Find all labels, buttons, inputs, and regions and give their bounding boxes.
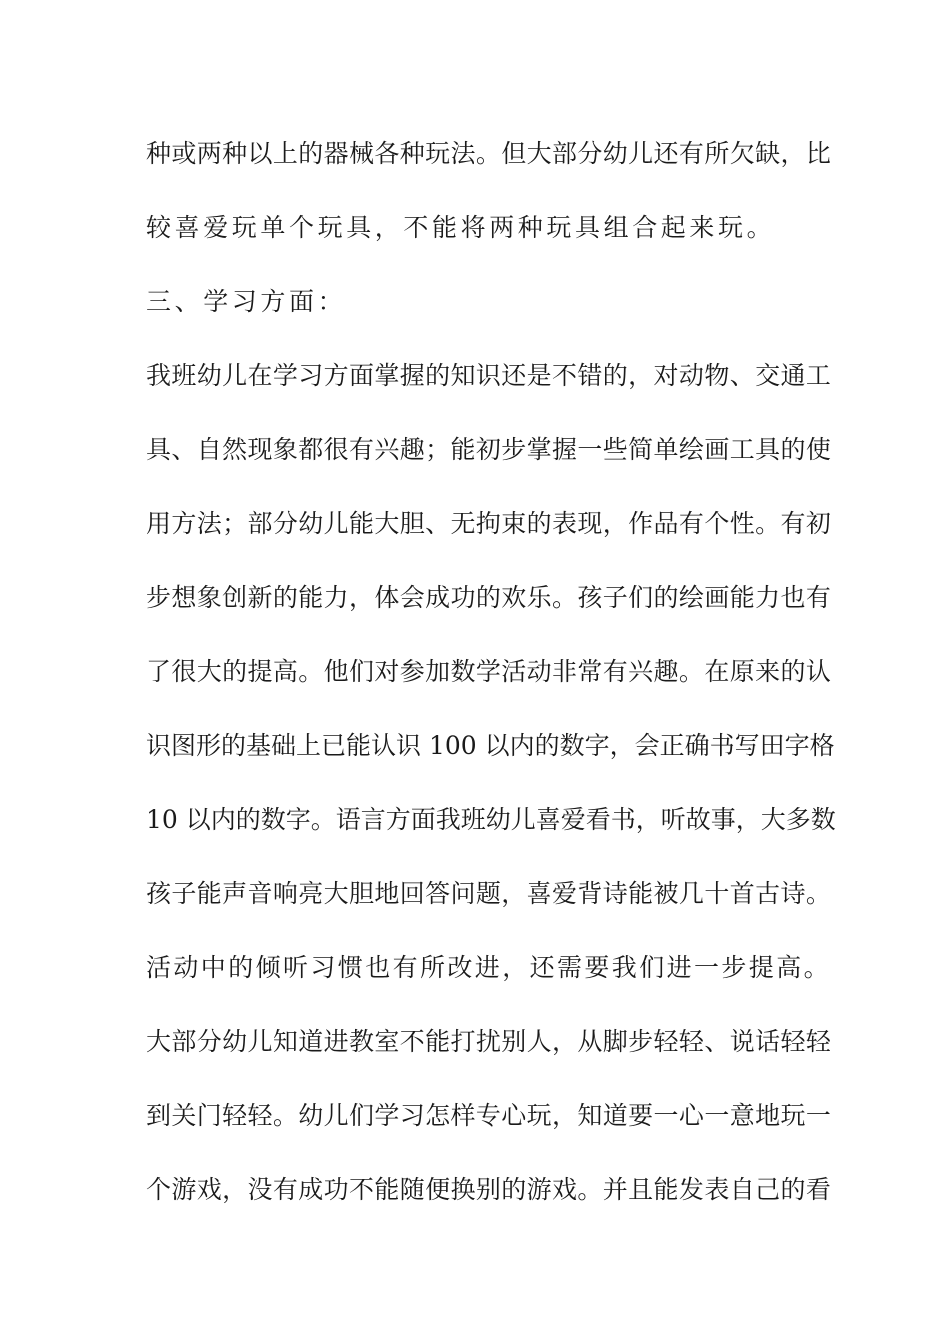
- text-line-12: 活动中的倾听习惯也有所改进，还需要我们进一步提高。: [146, 953, 832, 982]
- text-line-6: 用方法；部分幼儿能大胆、无拘束的表现，作品有个性。有初: [146, 509, 832, 538]
- text-line-13: 大部分幼儿知道进教室不能打扰别人，从脚步轻轻、说话轻轻: [146, 1027, 832, 1056]
- text-line-2: 较喜爱玩单个玩具，不能将两种玩具组合起来玩。: [146, 213, 776, 242]
- text-line-8: 了很大的提高。他们对参加数学活动非常有兴趣。在原来的认: [146, 657, 832, 686]
- text-line-9: 识图形的基础上已能认识 100 以内的数字，会正确书写田字格: [146, 731, 835, 760]
- section-heading: 三、学习方面：: [146, 287, 347, 316]
- text-line-14: 到关门轻轻。幼儿们学习怎样专心玩，知道要一心一意地玩一: [146, 1101, 832, 1130]
- text-line-10: 10 以内的数字。语言方面我班幼儿喜爱看书，听故事，大多数: [146, 805, 836, 834]
- text-line-11: 孩子能声音响亮大胆地回答问题，喜爱背诗能被几十首古诗。: [146, 879, 832, 908]
- text-line-1: 种或两种以上的器械各种玩法。但大部分幼儿还有所欠缺，比: [146, 139, 832, 168]
- text-line-7: 步想象创新的能力，体会成功的欢乐。孩子们的绘画能力也有: [146, 583, 832, 612]
- text-line-15: 个游戏，没有成功不能随便换别的游戏。并且能发表自己的看: [146, 1175, 832, 1204]
- text-line-4: 我班幼儿在学习方面掌握的知识还是不错的，对动物、交通工: [146, 361, 832, 390]
- text-line-5: 具、自然现象都很有兴趣；能初步掌握一些简单绘画工具的使: [146, 435, 832, 464]
